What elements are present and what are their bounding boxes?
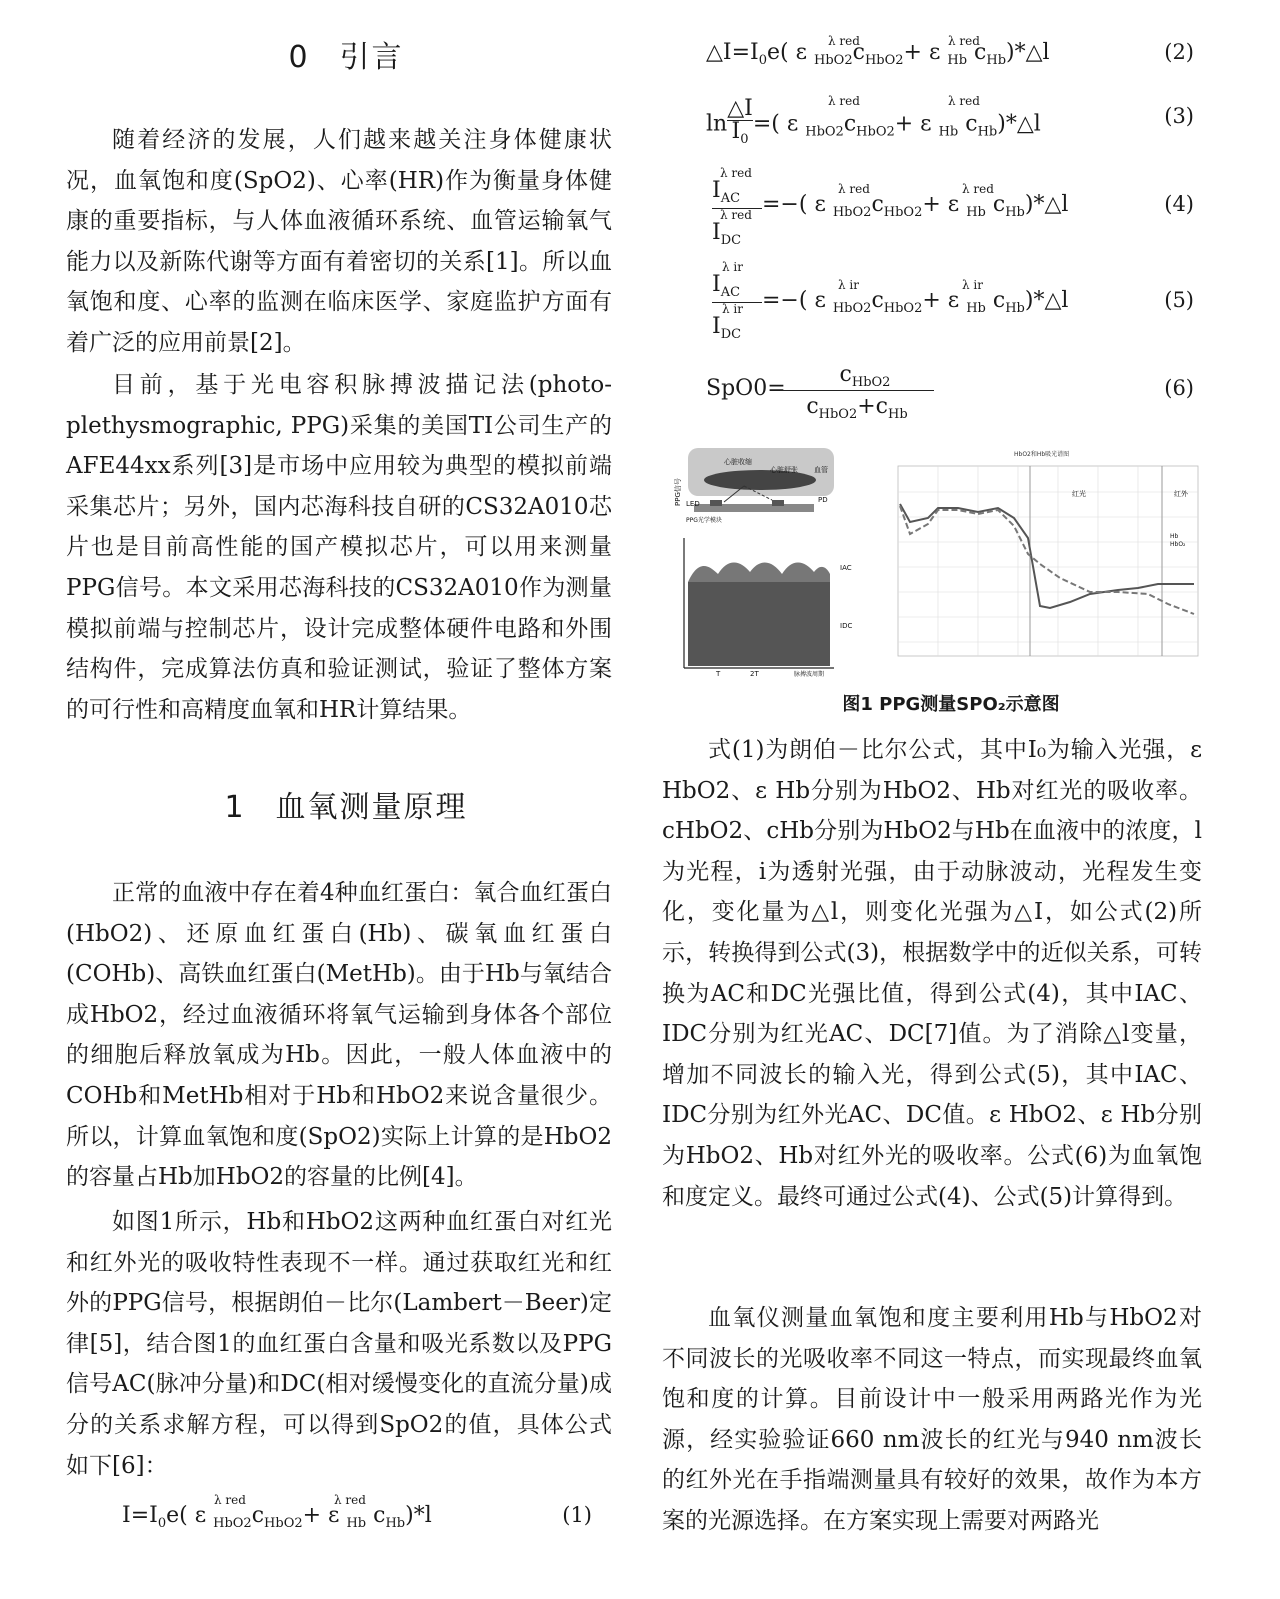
section-title-principle: [66, 782, 626, 826]
section-heading: 引言: [339, 40, 404, 75]
equation-4: λ red $I_{AC}$ λ red $I_{DC}$ =−( ε $_{HbO2}c_{HbO2}+ \varepsilon$ $_{Hb}$ $c_{Hb})*\triangle l$ λ red λ red (4): [712, 166, 1194, 248]
paragraph-formula-explain: 式(1)为朗伯－比尔公式，其中I₀为输入光强，ε HbO2、ε Hb分别为HbO2、Hb对红光的吸收率。cHbO2、cHb分别为HbO2与Hb在血液中的浓度，l为光程，i为透射光强，由于动脉波动，光程发生变化，变化量为△l，则变化光强为△I，如公式(2)所示，转换得到公式(3)，根据数学中的近似关系，可转换为AC和DC光强比值，得到公式(4)，其中IAC、IDC分别为红光AC、DC[7]值。为了消除△l变量，增加不同波长的输入光，得到公式(5)，其中IAC、IDC分别为红外光AC、DC值。ε HbO2、ε Hb分别为HbO2、Hb对红外光的吸收率。公式(6)为血氧饱和度定义。最终可通过公式(4)、公式(5)计算得到。: [662, 737, 1202, 1210]
equation-6: SpO0= $c_{HbO2}$ $c_{HbO2}+c_{Hb}$ (6): [706, 362, 1194, 422]
paragraph-principle-2: 如图1所示，Hb和HbO2这两种血红蛋白对红光和红外光的吸收特性表现不一样。通过获取红光和红外的PPG信号，根据朗伯－比尔(Lambert－Beer)定律[5]，结合图1的血红蛋白含量和吸光系数以及PPG信号AC(脉冲分量)和DC(相对缓慢变化的直流分量)成分的关系求解方程，可以得到SpO2的值，具体公式如下[6]：: [66, 1209, 612, 1479]
equation-2: $\triangle I=I_0e$( ε $_{HbO2}c_{HbO2}+ \varepsilon$ $_{Hb}$ $c_{Hb})*\triangle l$ λ red λ red (2): [706, 34, 1194, 68]
label-spectrum-title: HbO2和Hb吸光谱图: [1014, 451, 1070, 458]
label-heart: 心脏收缩: [724, 458, 752, 466]
figure-caption: 图1 PPG测量SPO₂示意图: [842, 694, 1060, 715]
legend-hbo2: HbO₂: [1170, 541, 1186, 548]
equation-number: (2): [1164, 40, 1194, 64]
equation-number: (5): [1164, 288, 1194, 312]
dc-component: [688, 582, 830, 666]
label-iac: IAC: [840, 564, 852, 572]
paragraph-intro-1: 随着经济的发展，人们越来越关注身体健康状况，血氧饱和度(SpO2)、心率(HR)作为衡量身体健康的重要指标，与人体血液循环系统、血管运输氧气能力以及新陈代谢等方面有着密切的关系[1]。所以血氧饱和度、心率的监测在临床医学、家庭监护方面有着广泛的应用前景[2]。: [66, 127, 612, 356]
legend-hb: Hb: [1170, 533, 1179, 540]
label-period: 脉搏波周期: [794, 671, 825, 678]
label-ppg-y: PPG信号: [674, 478, 682, 506]
paragraph-light-source: 血氧仪测量血氧饱和度主要利用Hb与HbO2对不同波长的光吸收率不同这一特点，而实现最终血氧饱和度的计算。目前设计中一般采用两路光作为光源，经实验验证660 nm波长的红光与940 nm波长的红外光在手指端测量具有较好的效果，故作为本方案的光源选择。在方案实现上需要对两路光: [662, 1305, 1202, 1534]
label-cycle: 心脏舒张: [770, 466, 798, 474]
label-pd: PD: [818, 496, 828, 504]
label-ir: 红外: [1174, 490, 1188, 498]
paragraph-principle-1: 正常的血液中存在着4种血红蛋白：氧合血红蛋白(HbO2)、还原血红蛋白(Hb)、碳氧血红蛋白(COHb)、高铁血红蛋白(MetHb)。由于Hb与氧结合成HbO2，经过血液循环将氧气运输到身体各个部位的细胞后释放氧成为Hb。因此，一般人体血液中的COHb和MetHb相对于Hb和HbO2来说含量很少。所以，计算血氧饱和度(SpO2)实际上计算的是HbO2的容量占Hb加HbO2的容量的比例[4]。: [66, 880, 612, 1191]
label-red: 红光: [1072, 490, 1086, 498]
label-module: PPG光学模块: [686, 517, 722, 524]
section-number: 0: [288, 40, 310, 75]
equation-number: (1): [562, 1503, 592, 1527]
section-heading: 血氧测量原理: [275, 790, 468, 825]
equation-number: (6): [1164, 376, 1194, 400]
equation-number: (3): [1164, 104, 1194, 128]
paragraph-intro-2: 目前，基于光电容积脉搏波描记法(photo-plethysmographic, PPG)采集的美国TI公司生产的AFE44xx系列[3]是市场中应用较为典型的模拟前端采集芯片；另外，国内芯海科技自研的CS32A010芯片也是目前高性能的国产模拟芯片，可以用来测量PPG信号。本文采用芯海科技的CS32A010作为测量模拟前端与控制芯片，设计完成整体硬件电路和外围结构件，完成算法仿真和验证测试，验证了整体方案的可行性和高精度血氧和HR计算结果。: [66, 372, 612, 723]
label-idc: IDC: [840, 622, 853, 630]
label-led: LED: [686, 500, 700, 508]
equation-number: (4): [1164, 192, 1194, 216]
label-t2: 2T: [750, 670, 759, 678]
label-t1: T: [716, 670, 721, 678]
equation-5: λ ir $I_{AC}$ λ ir $I_{DC}$ =−( ε $_{HbO2}c_{HbO2}+ \varepsilon$ $_{Hb}$ $c_{Hb})*\triangle l$ λ ir λ ir (5): [712, 260, 1194, 342]
vessel-shape: [704, 470, 816, 490]
section-number: 1: [224, 790, 246, 825]
section-title-intro: [66, 32, 626, 76]
figure-1-ppg: [674, 442, 1204, 678]
equation-3: ln $\frac{\triangle I}{I_0}$ =( ε $_{HbO2}c_{HbO2}+ \varepsilon$ $_{Hb}$ $c_{Hb})*\triangle l$ λ red λ red (3): [706, 94, 1194, 147]
label-vessel: 血管: [814, 466, 828, 474]
ac-component: [688, 562, 830, 582]
